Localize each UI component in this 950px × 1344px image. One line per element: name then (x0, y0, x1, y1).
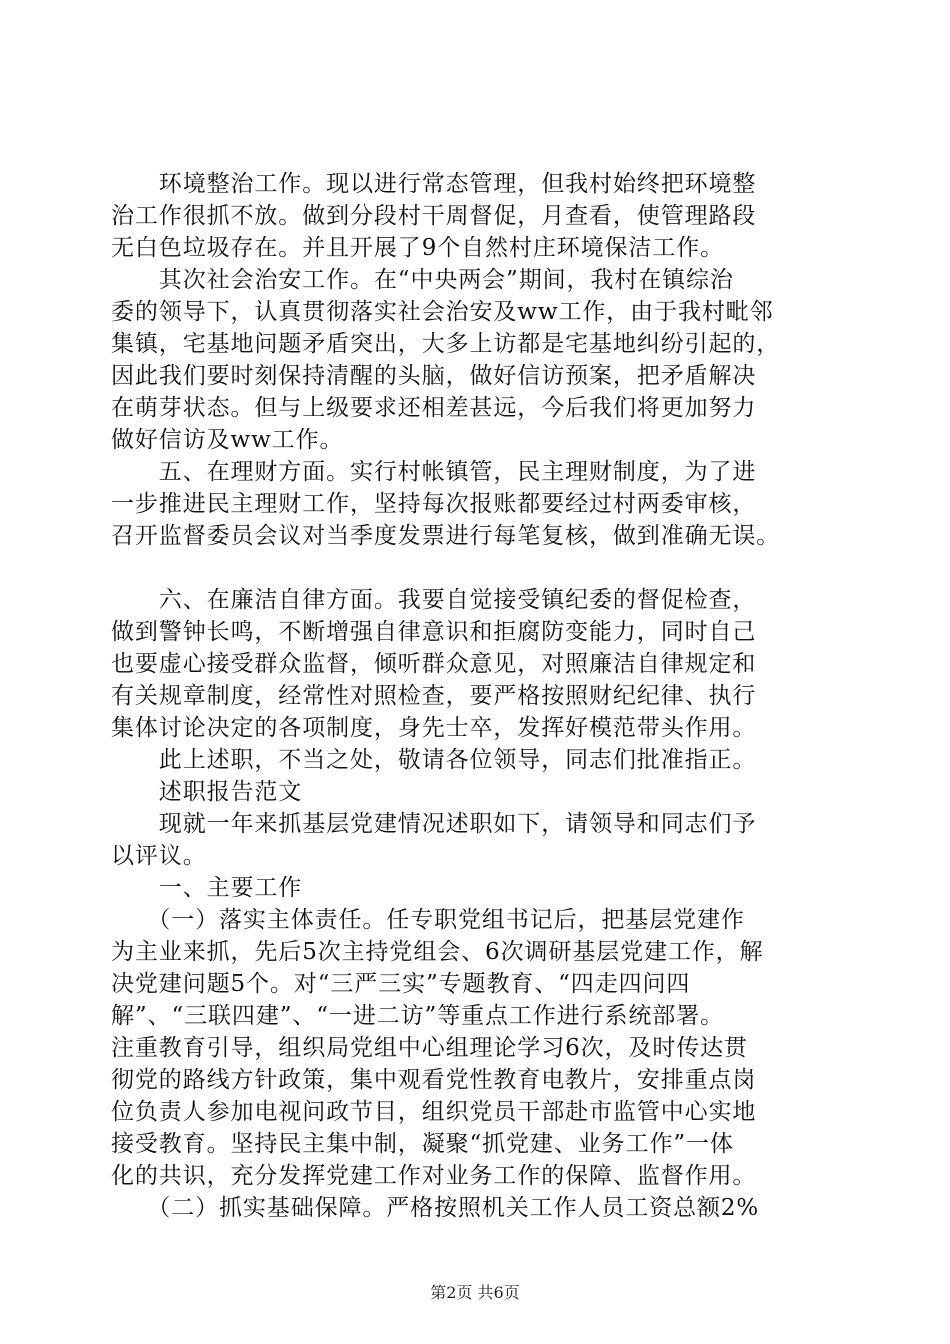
text-line: 委的领导下，认真贯彻落实社会治安及ww工作，由于我村毗邻 (111, 299, 774, 325)
text-line: 召开监督委员会议对当季度发票进行每笔复核，做到准确无误。 (111, 523, 781, 549)
para-closing (111, 744, 846, 776)
text-line: 做好信访及ww工作。 (111, 427, 344, 453)
text-line: 解”、“三联四建”、“一进二访”等重点工作进行系统部署。 (111, 1003, 724, 1029)
text-line: 注重教育引导，组织局党组中心组理论学习6次，及时传达贯 (111, 1035, 748, 1061)
text-line: 彻党的路线方针政策，集中观看党性教育电教片，安排重点岗 (111, 1067, 757, 1093)
para-responsibility (111, 904, 846, 1192)
text-line: 位负责人参加电视问政节目，组织党员干部赴市监管中心实地 (111, 1099, 757, 1125)
text-line: 其次社会治安工作。在“中央两会”期间，我村在镇综治 (111, 267, 734, 293)
text-line: 一、主要工作 (111, 875, 303, 901)
text-line: 为主业来抓，先后5次主持党组会、6次调研基层党建工作，解 (111, 939, 764, 965)
text-line: 述职报告范文 (111, 779, 303, 805)
heading-report-sample (111, 776, 846, 808)
text-line: 做到警钟长鸣，不断增强自律意识和拒腐防变能力，同时自己 (111, 619, 757, 645)
text-line: 此上述职，不当之处，敬请各位领导，同志们批准指正。 (111, 747, 757, 773)
para-environment (111, 168, 846, 264)
text-line: 现就一年来抓基层党建情况述职如下，请领导和同志们予 (111, 811, 757, 837)
para-public-security (111, 264, 846, 456)
text-line: 因此我们要时刻保持清醒的头脑，做好信访预案，把矛盾解决 (111, 363, 757, 389)
text-line: 以评议。 (111, 843, 207, 869)
text-line: 决党建问题5个。对“三严三实”专题教育、“四走四问四 (111, 971, 691, 997)
text-line: 五、在理财方面。实行村帐镇管，民主理财制度，为了进 (111, 459, 757, 485)
document-body (111, 168, 846, 1224)
text-line: 在萌芽状态。但与上级要求还相差甚远，今后我们将更加努力 (111, 395, 757, 421)
para-foundation (111, 1192, 846, 1224)
text-line: 六、在廉洁自律方面。我要自觉接受镇纪委的督促检查， (111, 587, 757, 613)
text-line: 一步推进民主理财工作，坚持每次报账都要经过村两委审核， (111, 491, 757, 517)
para-intro (111, 808, 846, 872)
heading-main-work (111, 872, 846, 904)
text-line: （一）落实主体责任。任专职党组书记后，把基层党建作 (111, 907, 745, 933)
para-integrity (111, 584, 846, 744)
text-line: 环境整治工作。现以进行常态管理，但我村始终把环境整 (111, 171, 757, 197)
text-line: 无白色垃圾存在。并且开展了9个自然村庄环境保洁工作。 (111, 235, 725, 261)
text-line: 有关规章制度，经常性对照检查，要严格按照财纪纪律、执行 (111, 683, 757, 709)
para-finance (111, 456, 846, 552)
text-line: 集体讨论决定的各项制度，身先士卒，发挥好模范带头作用。 (111, 715, 757, 741)
text-line: 集镇，宅基地问题矛盾突出，大多上访都是宅基地纠纷引起的， (111, 331, 781, 357)
page-footer: 第2页 共6页 (430, 1283, 520, 1302)
text-line: 化的共识，充分发挥党建工作对业务工作的保障、监督作用。 (111, 1163, 757, 1189)
paragraph-gap (111, 552, 846, 584)
text-line: 治工作很抓不放。做到分段村干周督促，月查看，使管理路段 (111, 203, 757, 229)
text-line: （二）抓实基础保障。严格按照机关工作人员工资总额2% (111, 1195, 760, 1221)
text-line: 接受教育。坚持民主集中制，凝聚“抓党建、业务工作”一体 (111, 1131, 734, 1157)
text-line: 也要虚心接受群众监督，倾听群众意见，对照廉洁自律规定和 (111, 651, 757, 677)
